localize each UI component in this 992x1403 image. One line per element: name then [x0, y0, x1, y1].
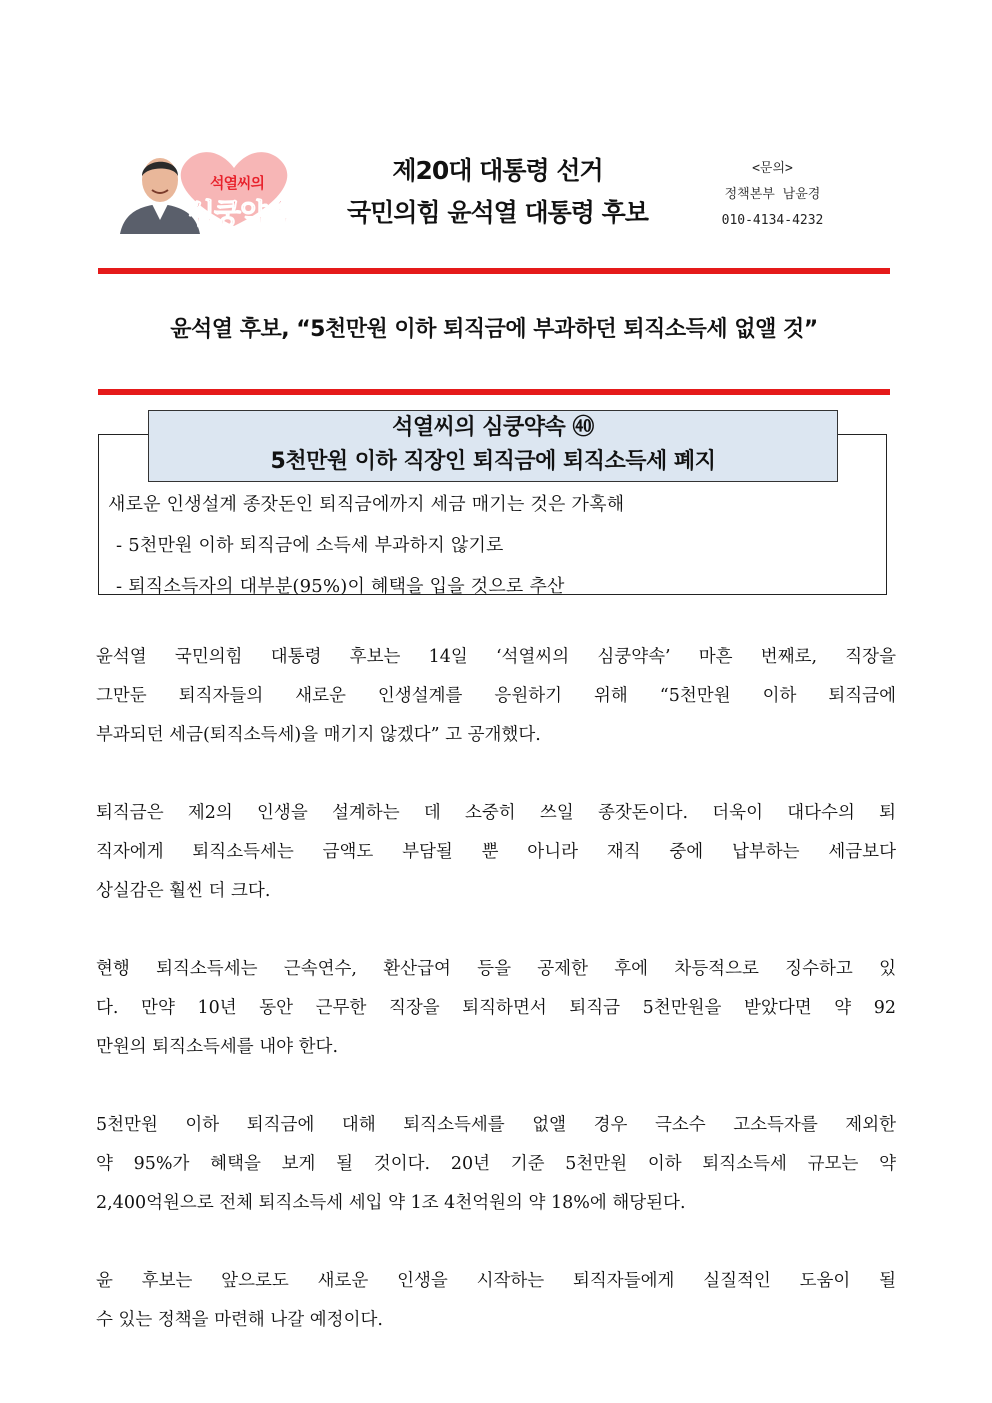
election-title: 제20대 대통령 선거 [392, 156, 603, 185]
text-line: 5천만원 이하 퇴직금에 대해 퇴직소득세를 없앨 경우 극소수 고소득자를 제외한 [96, 1115, 896, 1135]
text-line: 퇴직금은 제2의 인생을 설계하는 데 소중히 쓰일 종잣돈이다. 더욱이 대다수의 퇴 [96, 803, 896, 823]
contact-label: <문의> [752, 161, 793, 176]
paragraph [96, 794, 896, 911]
text-line: 윤 후보는 앞으로도 새로운 인생을 시작하는 퇴직자들에게 실질적인 도움이 될 [96, 1271, 896, 1291]
text-line: 2,400억원으로 전체 퇴직소득세 세입 약 1조 4천억원의 약 18%에 해당된다. [96, 1193, 686, 1213]
press-release-header [325, 150, 670, 234]
contact-phone: 010-4134-4232 [721, 213, 824, 228]
paragraph [96, 1106, 896, 1223]
summary-box-title [148, 410, 838, 482]
paragraph [96, 1262, 896, 1340]
logo-text-bottom: 심쿵약속 [188, 197, 293, 230]
candidate-title: 국민의힘 윤석열 대통령 후보 [347, 198, 648, 227]
contact-info [690, 156, 855, 234]
text-line: 그만둔 퇴직자들의 새로운 인생설계를 응원하기 위해 “5천만원 이하 퇴직금에 [96, 686, 896, 706]
paragraph [96, 638, 896, 755]
summary-lines [108, 484, 624, 607]
logo-text-top: 석열씨의 [210, 174, 264, 192]
paragraph [96, 950, 896, 1067]
article-body [96, 638, 896, 1379]
text-line: 부과되던 세금(퇴직소득세)을 매기지 않겠다” 고 공개했다. [96, 725, 541, 745]
campaign-logo [116, 148, 308, 238]
summary-line: 새로운 인생설계 종잣돈인 퇴직금에까지 세금 매기는 것은 가혹해 [108, 494, 625, 515]
pledge-title: 5천만원 이하 직장인 퇴직금에 퇴직소득세 폐지 [270, 449, 716, 474]
text-line: 윤석열 국민의힘 대통령 후보는 14일 ‘석열씨의 심쿵약속’ 마흔 번째로, 직장을 [96, 647, 896, 667]
bottom-divider [98, 389, 890, 395]
summary-line: - 퇴직소득자의 대부분(95%)이 혜택을 입을 것으로 추산 [116, 576, 565, 597]
text-line: 직자에게 퇴직소득세는 금액도 부담될 뿐 아니라 재직 중에 납부하는 세금보다 [96, 842, 896, 862]
text-line: 만원의 퇴직소득세를 내야 한다. [96, 1037, 339, 1057]
contact-name: 정책본부 남윤경 [724, 187, 821, 202]
text-line: 상실감은 훨씬 더 크다. [96, 881, 271, 901]
pledge-number-title: 석열씨의 심쿵약속 ㊵ [392, 415, 594, 440]
summary-line: - 5천만원 이하 퇴직금에 소득세 부과하지 않기로 [116, 535, 504, 556]
text-line: 현행 퇴직소득세는 근속연수, 환산급여 등을 공제한 후에 차등적으로 징수하고 있 [96, 959, 896, 979]
headline: 윤석열 후보, “5천만원 이하 퇴직금에 부과하던 퇴직소득세 없앨 것” [170, 317, 818, 342]
text-line: 다. 만약 10년 동안 근무한 직장을 퇴직하면서 퇴직금 5천만원을 받았다면 약 92 [96, 998, 896, 1018]
text-line: 수 있는 정책을 마련해 나갈 예정이다. [96, 1310, 383, 1330]
text-line: 약 95%가 혜택을 보게 될 것이다. 20년 기준 5천만원 이하 퇴직소득세 규모는 약 [96, 1154, 896, 1174]
top-divider [98, 268, 890, 274]
